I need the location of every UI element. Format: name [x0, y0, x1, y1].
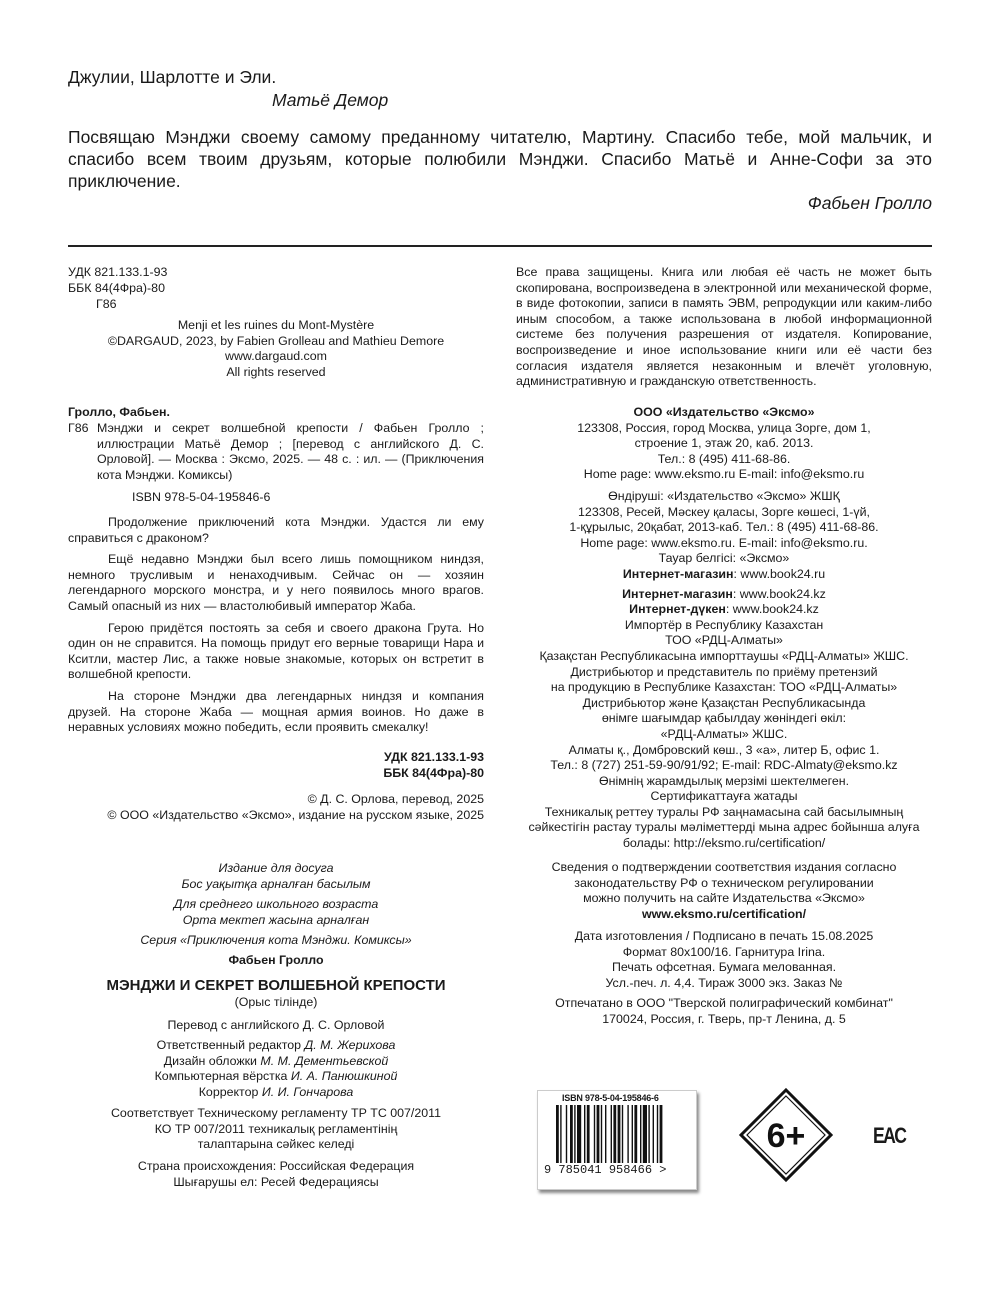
- audience-info: [68, 861, 484, 949]
- copyright-translation: © Д. С. Орлова, перевод, 2025: [307, 792, 484, 806]
- credit-layout: Компьютерная вёрстка И. А. Панюшкиной: [154, 1069, 398, 1084]
- dedication-paragraph: Посвящаю Мэнджи своему самому преданному читателю, Мартину. Спасибо тебе, мой мальчик, и спасибо всем твоим друзьям, которые полюбили Мэнджи. Спасибо Матьё и Анне-Софи за это приключение.: [68, 127, 932, 191]
- book-title: МЭНДЖИ И СЕКРЕТ ВОЛШЕБНОЙ КРЕПОСТИ: [106, 977, 446, 994]
- cert-3: можно получить на сайте Издательства «Эксмо»: [583, 891, 865, 906]
- bbk-repeat: ББК 84(4Фра)-80: [383, 766, 484, 780]
- language-note: (Орыс тілінде): [234, 995, 318, 1009]
- barcode-isbn: ISBN 978-5-04-195846-6: [562, 1093, 659, 1103]
- translation-credit: Перевод с английского Д. С. Орловой: [167, 1018, 385, 1032]
- copyright-publisher: © ООО «Издательство «Эксмо», издание на русском языке, 2025: [107, 808, 484, 822]
- importer-8: «РДЦ-Алматы» ЖШС.: [660, 726, 788, 741]
- importer-9: Алматы қ., Домбровский көш., 3 «а», литер Б, офис 1.: [568, 742, 880, 757]
- importer-7: өнімге шағымдар қабылдау жөніндегі өкіл:: [601, 711, 847, 726]
- online-shop-kz: Интернет-магазин: www.book24.kz: [622, 586, 826, 601]
- biblio-record: Мэнджи и секрет волшебной крепости / Фабьен Гролло ; иллюстрации Матьё Демор ; [перевод с английского Д. С. Орловой]. — Москва : Эксмо, 2025. — 48 с. : ил. — (Приключения кота Мэнджи. Комиксы): [97, 421, 484, 482]
- credit-cover: Дизайн обложки М. М. Дементьевской: [163, 1053, 389, 1068]
- cert-url: www.eksmo.ru/certification/: [641, 906, 807, 921]
- annotation-p2: Ещё недавно Мэнджи был всего лишь помощником ниндзя, немного трусливым и ненаходчивым. Сейчас он — хозяин легендарного морского монстра, и у него появилось много врагов. Самый опасный из них — властолюбивый император Жаба.: [68, 552, 484, 613]
- importer-5: на продукцию в Республике Казахстан: ТОО «РДЦ-Алматы»: [550, 680, 898, 695]
- annotation: [68, 515, 484, 736]
- regulation-2: КО ТР 007/2011 техникалық регламентінің: [154, 1121, 398, 1136]
- leisure-label-kz: Бос уақытқа арналған басылым: [181, 876, 371, 891]
- udk-repeat: УДК 821.133.1-93: [384, 750, 484, 764]
- author-heading: Гролло, Фабьен.: [68, 405, 170, 419]
- eac-mark: EAC: [873, 1123, 906, 1148]
- annotation-p3: Герою придётся постоять за себя и своего дракона Грута. Но один он не справится. На помощь придут его верные товарищи Нара и Кситли, мастер Лис, а также новые знакомые, которых он встретит в волшебной крепости.: [68, 620, 484, 682]
- importer-13: Техникалық реттеу туралы РФ заңнамасына сай басылымның: [544, 804, 904, 819]
- dedication-line: Джулии, Шарлотте и Эли.: [68, 67, 277, 87]
- author-name: Фабьен Гролло: [228, 953, 324, 967]
- publisher-address-1: 123308, Россия, город Москва, улица Зорге, дом 1,: [577, 420, 871, 435]
- publisher-address-2: строение 1, этаж 20, каб. 2013.: [634, 436, 814, 451]
- importer-3: Қазақстан Республикасына импорттаушы «РДЦ-Алматы» ЖШС.: [539, 648, 909, 663]
- age-rating-text: 6+: [766, 1117, 806, 1155]
- producer-kz-2: 123308, Ресей, Мәскеу қаласы, Зорге көшесі, 1-үй,: [578, 504, 870, 519]
- biblio-code: Г86: [68, 421, 89, 435]
- country-of-origin-kz: Шығарушы ел: Ресей Федерациясы: [173, 1174, 379, 1189]
- importer-15: болады: http://eksmo.ru/certification/: [622, 836, 826, 851]
- school-age-label: Для среднего школьного возраста: [173, 897, 379, 912]
- importer-4: Дистрибьютор и представитель по приёму претензий: [570, 664, 878, 679]
- divider: [68, 245, 932, 247]
- producer-kz-3: 1-құрылыс, 20қабат, 2013-каб. Тел.: 8 (495) 411-68-86.: [569, 520, 879, 535]
- publisher-phone: Тел.: 8 (495) 411-68-86.: [657, 451, 791, 466]
- cert-2: законодательству РФ о техническом регулировании: [574, 875, 874, 890]
- country-of-origin: Страна происхождения: Российская Федерация: [137, 1159, 415, 1173]
- publisher-name: ООО «Издательство «Эксмо»: [633, 405, 815, 419]
- importer-6: Дистрибьютор және Қазақстан Республикасында: [582, 695, 866, 710]
- author-code: Г86: [96, 297, 117, 311]
- leisure-label: Издание для досуга: [218, 861, 334, 875]
- barcode-bars: [556, 1105, 688, 1165]
- printer-address: 170024, Россия, г. Тверь, пр-т Ленина, д. 5: [602, 1011, 846, 1026]
- importer-14: сәйкестігін растау туралы мәліметтерді мына адрес бойынша алуға: [528, 820, 920, 835]
- regulation-3: талаптарына сәйкес келеді: [197, 1137, 355, 1152]
- producer-kz-4: Home page: www.eksmo.ru. E-mail: info@eksmo.ru.: [580, 535, 868, 550]
- udk: УДК 821.133.1-93: [68, 265, 168, 279]
- credit-proofreader: Корректор И. И. Гончарова: [198, 1084, 354, 1099]
- regulation: [68, 1106, 484, 1153]
- original-site: www.dargaud.com: [225, 349, 327, 364]
- annotation-p1: Продолжение приключений кота Мэнджи. Удастся ли ему справиться с драконом?: [68, 515, 484, 545]
- barcode: [537, 1090, 697, 1190]
- print-info: [516, 929, 932, 1028]
- regulation-1: Соответствует Техническому регламенту ТР ТС 007/2011: [110, 1106, 441, 1120]
- print-run: Усл.-печ. л. 4,4. Тираж 3000 экз. Заказ №: [605, 975, 843, 990]
- credits: [68, 1038, 484, 1100]
- series-label: Серия «Приключения кота Мэнджи. Комиксы»: [140, 933, 412, 948]
- school-age-label-kz: Орта мектеп жасына арналған: [182, 912, 370, 927]
- producer-kz-block: [516, 489, 932, 852]
- bbk: ББК 84(4Фра)-80: [68, 281, 165, 295]
- barcode-digits: 9 785041 958466 >: [544, 1163, 667, 1177]
- cert-1: Сведения о подтверждении соответствия издания согласно: [551, 860, 897, 874]
- rights-notice: Все права защищены. Книга или любая её часть не может быть скопирована, воспроизведена в электронной или механической форме, в виде фотокопии, записи в память ЭВМ, репродукции или каким-либо иным способом, а также использована в любой информационной системе без получения разрешения от издателя. Копирование, воспроизведение и иное использование книги или её части без согласия издателя является незаконным и влечёт уголовную, административную и гражданскую ответственность.: [516, 265, 932, 389]
- print-date: Дата изготовления / Подписано в печать 15.08.2025: [574, 929, 874, 943]
- original-copyright: ©DARGAUD, 2023, by Fabien Grolleau and Mathieu Demore: [107, 333, 445, 348]
- isbn: ISBN 978-5-04-195846-6: [132, 490, 271, 504]
- producer-kz-1: Өндіруші: «Издательство «Эксмо» ЖШҚ: [608, 489, 840, 503]
- importer-2: ТОО «РДЦ-Алматы»: [665, 633, 783, 648]
- annotation-p4: На стороне Мэнджи два легендарных ниндзя и компания друзей. На стороне Жаба — мощная армия воинов. Но даже в неравных условиях можно победить, если проявить смекалку!: [68, 688, 484, 735]
- online-duken-kz: Интернет-дүкен: www.book24.kz: [629, 602, 819, 617]
- printed-at: Отпечатано в ООО "Тверской полиграфический комбинат": [555, 996, 893, 1011]
- original-edition: [68, 318, 484, 380]
- dedication-signature-1: Матьё Демор: [272, 90, 389, 110]
- age-rating-badge: [738, 1087, 834, 1183]
- original-title: Menji et les ruines du Mont-Mystère: [177, 318, 375, 332]
- credit-editor: Ответственный редактор Д. М. Жерихова: [156, 1038, 396, 1052]
- importer-12: Сертификаттауға жатады: [650, 789, 798, 804]
- importer-10: Тел.: 8 (727) 251-59-90/91/92; E-mail: RDC-Almaty@eksmo.kz: [550, 758, 898, 773]
- print-format: Формат 80x100/16. Гарнитура Irina.: [622, 944, 826, 959]
- trademark: Тауар белгісі: «Эксмо»: [658, 551, 790, 566]
- dedication-signature-2: Фабьен Гролло: [807, 193, 932, 213]
- publisher-homepage: Home page: www.eksmo.ru E-mail: info@eksmo.ru: [583, 467, 865, 482]
- publisher-block: [516, 405, 932, 483]
- certification-block: [516, 860, 932, 922]
- importer-1: Импортёр в Республику Казахстан: [624, 617, 824, 632]
- print-method: Печать офсетная. Бумага мелованная.: [611, 960, 837, 975]
- online-shop-ru: Интернет-магазин: www.book24.ru: [622, 566, 826, 581]
- original-rights: All rights reserved: [226, 364, 326, 379]
- importer-11: Өнімнің жарамдылық мерзімі шектелмеген.: [598, 773, 850, 788]
- origin: [68, 1159, 484, 1190]
